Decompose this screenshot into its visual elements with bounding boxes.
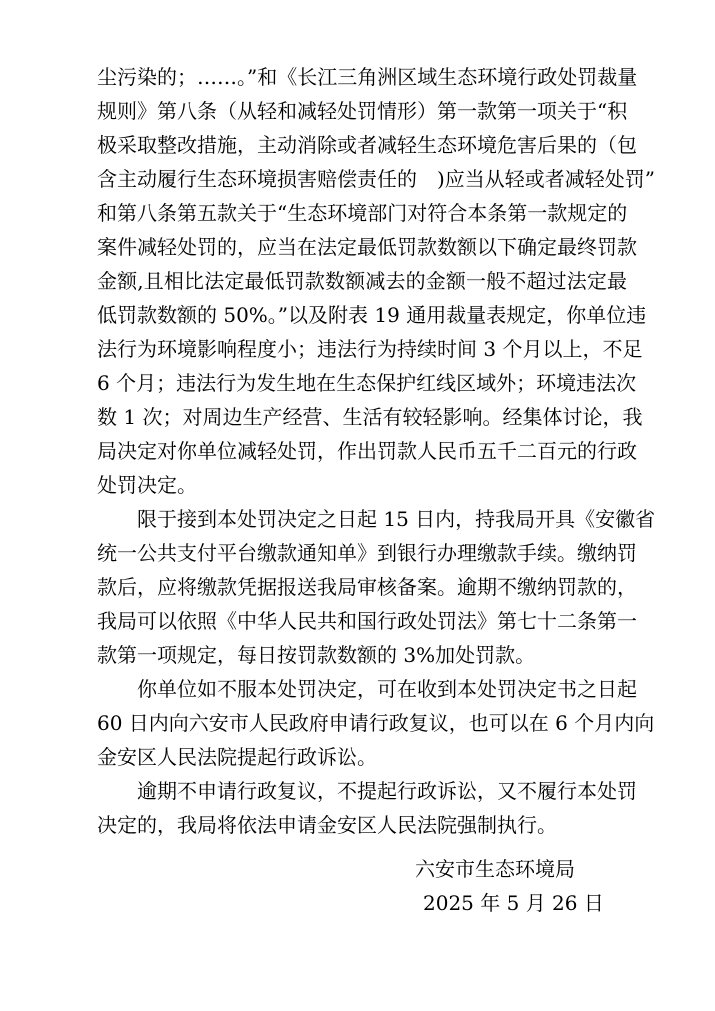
text-line: 规则》第八条（从轻和减轻处罚情形）第一款第一项关于“积 — [97, 99, 628, 123]
text-line: 你单位如不服本处罚决定，可在收到本处罚决定书之日起 — [97, 677, 637, 701]
text-line: 金安区人民法院提起行政诉讼。 — [97, 745, 377, 769]
text-line: 款后，应将缴款凭据报送我局审核备案。逾期不缴纳罚款的， — [97, 575, 637, 599]
text-line: 款第一项规定，每日按罚款数额的 3%加处罚款。 — [97, 643, 536, 667]
signature-block — [405, 852, 625, 920]
text-line: 决定的，我局将依法申请金安区人民法院强制执行。 — [97, 813, 557, 837]
text-line: 我局可以依照《中华人民共和国行政处罚法》第七十二条第一 — [97, 609, 637, 633]
text-line: 金额,且相比法定最低罚款数额减去的金额一般不超过法定最 — [97, 269, 627, 293]
text-line: 60 日内向六安市人民政府申请行政复议，也可以在 6 个月内向 — [97, 711, 655, 735]
text-line: 含主动履行生态环境损害赔偿责任的 )应当从轻或者减轻处罚” — [97, 167, 656, 191]
text-line: 尘污染的；……。”和《长江三角洲区域生态环境行政处罚裁量 — [97, 65, 638, 89]
text-line: 限于接到本处罚决定之日起 15 日内，持我局开具《安徽省 — [97, 507, 656, 531]
text-line: 统一公共支付平台缴款通知单》到银行办理缴款手续。缴纳罚 — [97, 541, 637, 565]
text-line: 低罚款数额的 50%。”以及附表 19 通用裁量表规定，你单位违 — [97, 303, 647, 327]
document-body — [97, 60, 656, 842]
issuing-authority: 六安市生态环境局 — [415, 857, 575, 881]
text-line: 法行为环境影响程度小；违法行为持续时间 3 个月以上，不足 — [97, 337, 643, 361]
text-line: 极采取整改措施，主动消除或者减轻生态环境危害后果的（包 — [97, 133, 637, 157]
text-line: 和第八条第五款关于“生态环境部门对符合本条第一款规定的 — [97, 201, 628, 225]
issue-date: 2025 年 5 月 26 日 — [423, 891, 604, 915]
text-line: 案件减轻处罚的，应当在法定最低罚款数额以下确定最终罚款 — [97, 235, 637, 259]
text-line: 局决定对你单位减轻处罚，作出罚款人民币五千二百元的行政 — [97, 439, 637, 463]
text-line: 6 个月；违法行为发生地在生态保护红线区域外；环境违法次 — [97, 371, 637, 395]
text-line: 处罚决定。 — [97, 473, 197, 497]
text-line: 数 1 次；对周边生产经营、生活有较轻影响。经集体讨论，我 — [97, 405, 643, 429]
text-line: 逾期不申请行政复议，不提起行政诉讼，又不履行本处罚 — [97, 779, 637, 803]
